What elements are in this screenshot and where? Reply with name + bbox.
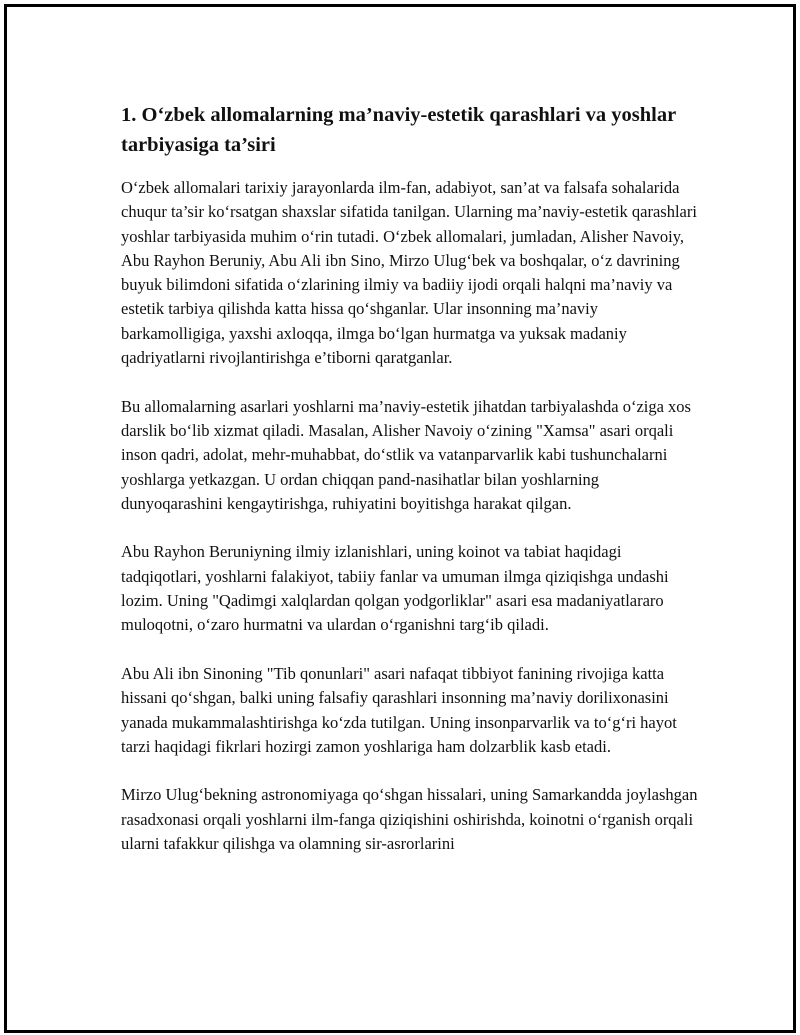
document-content [121, 100, 701, 881]
paragraph-3: Abu Rayhon Beruniyning ilmiy izlanishlari, uning koinot va tabiat haqidagi tadqiqotlari, yoshlarni falakiyot, tabiiy fanlar va umuman ilmga qiziqishga undashi lozim. Uning "Qadimgi xalqlardan qolgan yodgorliklar" asari esa madaniyatlararo muloqotni, o‘zaro hurmatni va ulardan o‘rganishni targ‘ib qiladi. [121, 542, 669, 635]
paragraph-1: O‘zbek allomalari tarixiy jarayonlarda ilm-fan, adabiyot, san’at va falsafa sohalarida chuqur ta’sir ko‘rsatgan shaxslar sifatida tanilgan. Ularning ma’naviy-estetik qarashlari yoshlar tarbiyasida muhim o‘rin tutadi. O‘zbek allomalari, jumladan, Alisher Navoiy, Abu Rayhon Beruniy, Abu Ali ibn Sino, Mirzo Ulug‘bek va boshqalar, o‘z davrining buyuk bilimdoni sifatida o‘zlarining ilmiy va badiiy ijodi orqali halqni ma’naviy va estetik tarbiya qilishda katta hissa qo‘shganlar. Ular insonning ma’naviy barkamolligiga, yaxshi axloqqa, ilmga bo‘lgan hurmatga va yuksak madaniy qadriyatlarni rivojlantirishga e’tiborni qaratganlar. [121, 178, 697, 368]
page-frame [4, 4, 796, 1033]
paragraph-4: Abu Ali ibn Sinoning "Tib qonunlari" asari nafaqat tibbiyot fanining rivojiga katta hissani qo‘shgan, balki uning falsafiy qarashlari insonning ma’naviy dorilixonasini yanada mukammalashtirishga ko‘zda tutilgan. Uning insonparvarlik va to‘g‘ri hayot tarzi haqidagi fikrlari hozirgi zamon yoshlariga ham dolzarblik kasb etadi. [121, 663, 677, 756]
paragraph-5: Mirzo Ulug‘bekning astronomiyaga qo‘shgan hissalari, uning Samarkandda joylashgan rasadxonasi orqali yoshlarni ilm-fanga qiziqishini oshirishda, koinotni o‘rganish orqali ularni tafakkur qilishga va olamning sir-asrorlarini [121, 785, 698, 854]
section-heading: 1. O‘zbek allomalarning ma’naviy-estetik qarashlari va yoshlar tarbiyasiga ta’siri [121, 104, 676, 156]
paragraph-2: Bu allomalarning asarlari yoshlarni ma’naviy-estetik jihatdan tarbiyalashda o‘ziga xos darslik bo‘lib xizmat qiladi. Masalan, Alisher Navoiy o‘zining "Xamsa" asari orqali inson qadri, adolat, mehr-muhabbat, do‘stlik va vatanparvarlik kabi tushunchalarni yoshlarga yetkazgan. U ordan chiqqan pand-nasihatlar bilan yoshlarning dunyoqarashini kengaytirishga, ruhiyatini boyitishga harakat qilgan. [121, 396, 691, 513]
